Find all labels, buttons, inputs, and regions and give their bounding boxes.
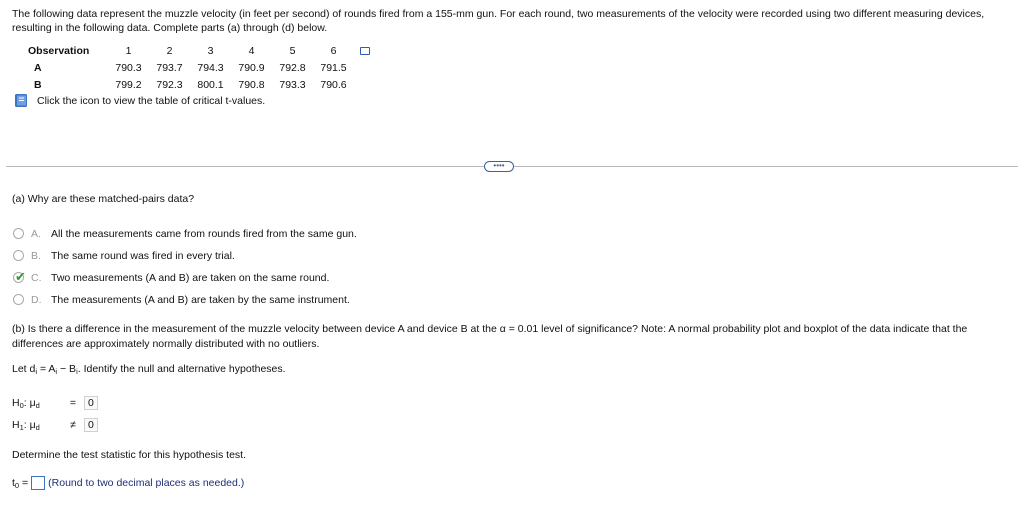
test-statistic-input[interactable] <box>31 476 45 490</box>
copy-cell[interactable] <box>354 42 370 59</box>
h0-mu: : μ <box>23 397 36 409</box>
h1-operator-select[interactable]: ≠ <box>70 419 76 431</box>
obs-6: 6 <box>330 44 337 57</box>
table-cell: 794.3 <box>197 61 224 74</box>
h1-mu-sub: d <box>35 423 40 432</box>
obs-5: 5 <box>289 44 296 57</box>
table-row <box>28 76 370 93</box>
t-label: t <box>12 476 15 489</box>
expand-more-button[interactable]: •••• <box>484 161 514 172</box>
t-equals: = <box>19 476 29 489</box>
part-a-question: (a) Why are these matched-pairs data? <box>12 193 195 205</box>
option-text[interactable]: All the measurements came from rounds fired from the same gun. <box>51 228 357 240</box>
table-cell: 790.9 <box>238 61 265 74</box>
radio-option-b[interactable] <box>13 250 24 261</box>
h1-sub: 1 <box>19 423 24 432</box>
table-cell: 799.2 <box>115 78 142 91</box>
copy-data-icon[interactable] <box>360 47 370 55</box>
row-label-a: A <box>34 61 42 74</box>
alternative-hypothesis <box>12 418 98 432</box>
subscript-i: i <box>76 367 78 376</box>
subscript-i: i <box>35 367 38 376</box>
let-mid-a: = A <box>37 363 56 375</box>
table-cell: 790.3 <box>115 61 142 74</box>
h0-mu-sub: d <box>35 401 40 410</box>
h1-mu: : μ <box>23 419 36 431</box>
obs-1: 1 <box>125 44 132 57</box>
let-prefix: Let d <box>12 363 36 375</box>
correct-check-icon: ✔ <box>15 269 26 284</box>
null-hypothesis <box>12 396 98 410</box>
h1-symbol: H <box>12 419 20 431</box>
data-table <box>28 42 370 93</box>
let-definition <box>12 363 286 376</box>
table-cell: 791.5 <box>320 61 347 74</box>
option-letter: D. <box>31 294 42 306</box>
h0-value-field[interactable]: 0 <box>84 396 98 410</box>
observation-header: Observation <box>28 44 90 57</box>
let-mid-b: − B <box>57 363 77 375</box>
option-text[interactable]: The measurements (A and B) are taken by the same instrument. <box>51 294 350 306</box>
critical-values-book-icon[interactable] <box>13 93 29 108</box>
h1-value-field[interactable]: 0 <box>84 418 98 432</box>
obs-2: 2 <box>166 44 173 57</box>
table-cell: 793.3 <box>279 78 306 91</box>
obs-4: 4 <box>248 44 255 57</box>
table-cell: 790.6 <box>320 78 347 91</box>
row-label-b: B <box>34 78 42 91</box>
option-text[interactable]: The same round was fired in every trial. <box>51 250 235 262</box>
part-b-question: (b) Is there a difference in the measurement of the muzzle velocity between device A and device B at the α = 0.01 level of significance? Note: A normal probability plot and boxplot of the data indicate that the differences are approximately normally distributed with no outliers. <box>12 323 968 350</box>
option-letter: A. <box>31 228 41 240</box>
determine-instruction: Determine the test statistic for this hypothesis test. <box>12 449 247 461</box>
let-suffix: . Identify the null and alternative hypotheses. <box>77 363 286 375</box>
table-header-row <box>28 42 370 59</box>
h0-operator-select[interactable]: = <box>69 397 77 409</box>
table-cell: 790.8 <box>238 78 265 91</box>
critical-values-link-text[interactable]: Click the icon to view the table of critical t-values. <box>37 95 266 107</box>
h0-sub: 0 <box>19 401 24 410</box>
table-row <box>28 59 370 76</box>
table-cell: 792.3 <box>156 78 183 91</box>
table-cell: 800.1 <box>197 78 224 91</box>
radio-option-a[interactable] <box>13 228 24 239</box>
radio-option-d[interactable] <box>13 294 24 305</box>
option-text[interactable]: Two measurements (A and B) are taken on the same round. <box>51 272 330 284</box>
option-letter: B. <box>31 250 41 262</box>
option-letter: C. <box>31 272 42 284</box>
t-sub: 0 <box>14 480 20 490</box>
h0-symbol: H <box>12 397 20 409</box>
subscript-i: i <box>55 367 58 376</box>
table-cell: 793.7 <box>156 61 183 74</box>
test-statistic-row <box>12 476 244 490</box>
obs-3: 3 <box>207 44 214 57</box>
problem-intro: The following data represent the muzzle velocity (in feet per second) of rounds fired from a 155-mm gun. For each round, two measurements of the velocity were recorded using two different measuring devices, resulting in the following data. Complete parts (a) through (d) below. <box>12 8 985 34</box>
table-cell: 792.8 <box>279 61 306 74</box>
round-note: (Round to two decimal places as needed.) <box>48 476 245 489</box>
